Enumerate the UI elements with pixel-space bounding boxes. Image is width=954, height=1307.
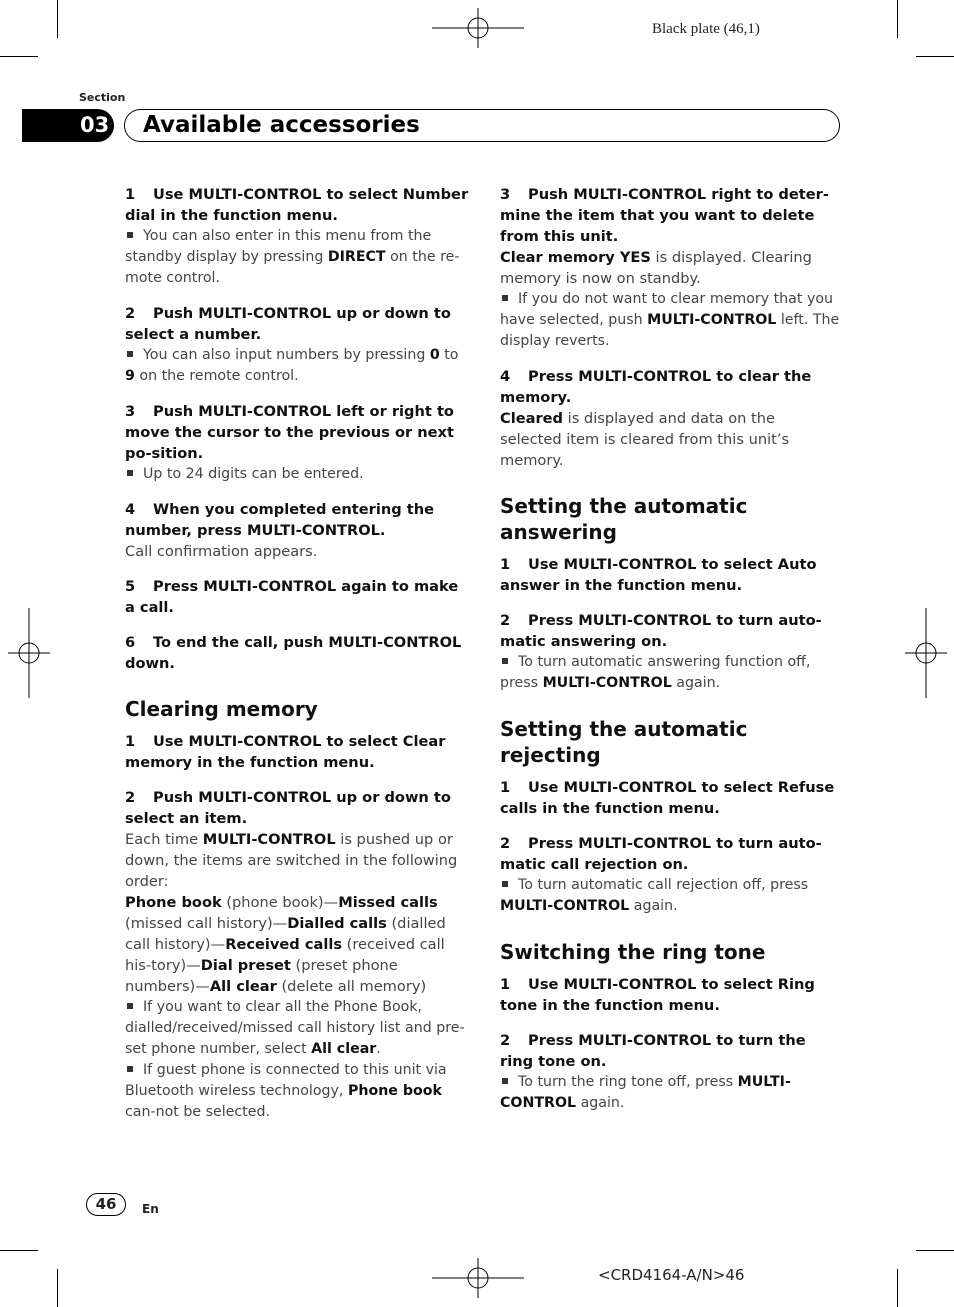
note: You can also enter in this menu from the standby display by pressing DIRECT on the re-mote control.	[125, 228, 460, 286]
registration-mark-top	[432, 8, 524, 48]
body-text: Each time MULTI-CONTROL is pushed up or down, the items are switched in the following order:	[125, 831, 458, 890]
step-3: 3 Push MULTI-CONTROL right to deter-mine the item that you want to delete from this unit.	[500, 186, 829, 245]
crop-mark	[0, 1250, 38, 1251]
note: To turn the ring tone off, press MULTI-CONTROL again.	[500, 1074, 791, 1111]
bullet-icon	[127, 232, 133, 238]
note: If you do not want to clear memory that you have selected, push MULTI-CONTROL left. The display reverts.	[500, 291, 840, 349]
crop-mark	[57, 1269, 58, 1307]
body-text: Call confirmation appears.	[125, 543, 318, 560]
crop-mark	[897, 1269, 898, 1307]
section-number-badge: 03	[22, 109, 114, 142]
crop-mark	[916, 1250, 954, 1251]
step-5: 5 Press MULTI-CONTROL again to make a call.	[125, 578, 459, 616]
bullet-icon	[502, 658, 508, 664]
step-2: 2 Press MULTI-CONTROL to turn auto-matic answering on.	[500, 612, 822, 650]
heading-ring-tone: Switching the ring tone	[500, 940, 766, 964]
bullet-icon	[127, 470, 133, 476]
page-number: 46	[86, 1193, 126, 1216]
step-1: 1 Use MULTI-CONTROL to select Auto answer in the function menu.	[500, 556, 817, 594]
step-1: 1 Use MULTI-CONTROL to select Clear memory in the function menu.	[125, 733, 446, 771]
note: To turn automatic call rejection off, press MULTI-CONTROL again.	[500, 877, 809, 914]
bullet-icon	[127, 1066, 133, 1072]
registration-mark-bottom	[432, 1258, 524, 1298]
registration-mark-right	[905, 608, 947, 698]
step-2: 2 Push MULTI-CONTROL up or down to select an item.	[125, 789, 451, 827]
heading-automatic-answering: Setting the automatic answering	[500, 494, 748, 544]
step-1: 1 Use MULTI-CONTROL to select Ring tone in the function menu.	[500, 976, 815, 1014]
step-1	[125, 184, 470, 226]
note: To turn automatic answering function off, press MULTI-CONTROL again.	[500, 654, 811, 691]
bullet-icon	[502, 881, 508, 887]
registration-mark-left	[8, 608, 50, 698]
crop-mark	[897, 0, 898, 38]
plate-label: Black plate (46,1)	[652, 21, 760, 37]
note: Up to 24 digits can be entered.	[125, 464, 470, 485]
bullet-icon	[127, 1003, 133, 1009]
note: If guest phone is connected to this unit via Bluetooth wireless technology, Phone book can-not be selected.	[125, 1062, 447, 1120]
section-title: Available accessories	[143, 112, 420, 138]
step-2: 2 Push MULTI-CONTROL up or down to select a number.	[125, 305, 451, 343]
right-column	[500, 184, 840, 1114]
bullet-icon	[127, 351, 133, 357]
step-4: 4 Press MULTI-CONTROL to clear the memory.	[500, 368, 812, 406]
document-code: <CRD4164-A/N>46	[598, 1266, 745, 1284]
heading-automatic-rejecting: Setting the automatic rejecting	[500, 717, 748, 767]
step-text: Use MULTI-CONTROL to select Number dial in the function menu.	[125, 186, 469, 224]
crop-mark	[0, 56, 38, 57]
step-2: 2 Press MULTI-CONTROL to turn the ring tone on.	[500, 1032, 806, 1070]
note: You can also input numbers by pressing 0 to 9 on the remote control.	[125, 347, 459, 384]
section-label: Section	[79, 91, 126, 104]
step-2: 2 Press MULTI-CONTROL to turn auto-matic call rejection on.	[500, 835, 822, 873]
step-1: 1 Use MULTI-CONTROL to select Refuse calls in the function menu.	[500, 779, 835, 817]
body-text: Cleared is displayed and data on the selected item is cleared from this unit’s memory.	[500, 410, 790, 469]
crop-mark	[57, 0, 58, 38]
left-column	[125, 184, 470, 1123]
body-text: Clear memory YES is displayed. Clearing memory is now on standby.	[500, 249, 812, 287]
step-6: 6 To end the call, push MULTI-CONTROL down.	[125, 634, 462, 672]
item-order-list: Phone book (phone book)—Missed calls (missed call history)—Dialled calls (dialled call history)—Received calls (received call his-tory)—Dial preset (preset phone numbers)—All clear (delete all memory)	[125, 894, 446, 995]
step-3: 3 Push MULTI-CONTROL left or right to move the cursor to the previous or next po-sition.	[125, 403, 454, 462]
bullet-icon	[502, 1078, 508, 1084]
step-number: 1	[125, 186, 136, 203]
language-label: En	[142, 1202, 159, 1216]
heading-clearing-memory: Clearing memory	[125, 697, 318, 721]
step-4: 4 When you completed entering the number, press MULTI-CONTROL.	[125, 501, 435, 539]
bullet-icon	[502, 295, 508, 301]
crop-mark	[916, 56, 954, 57]
note: If you want to clear all the Phone Book, dialled/received/missed call history list and pre-set phone number, select All clear.	[125, 999, 465, 1057]
